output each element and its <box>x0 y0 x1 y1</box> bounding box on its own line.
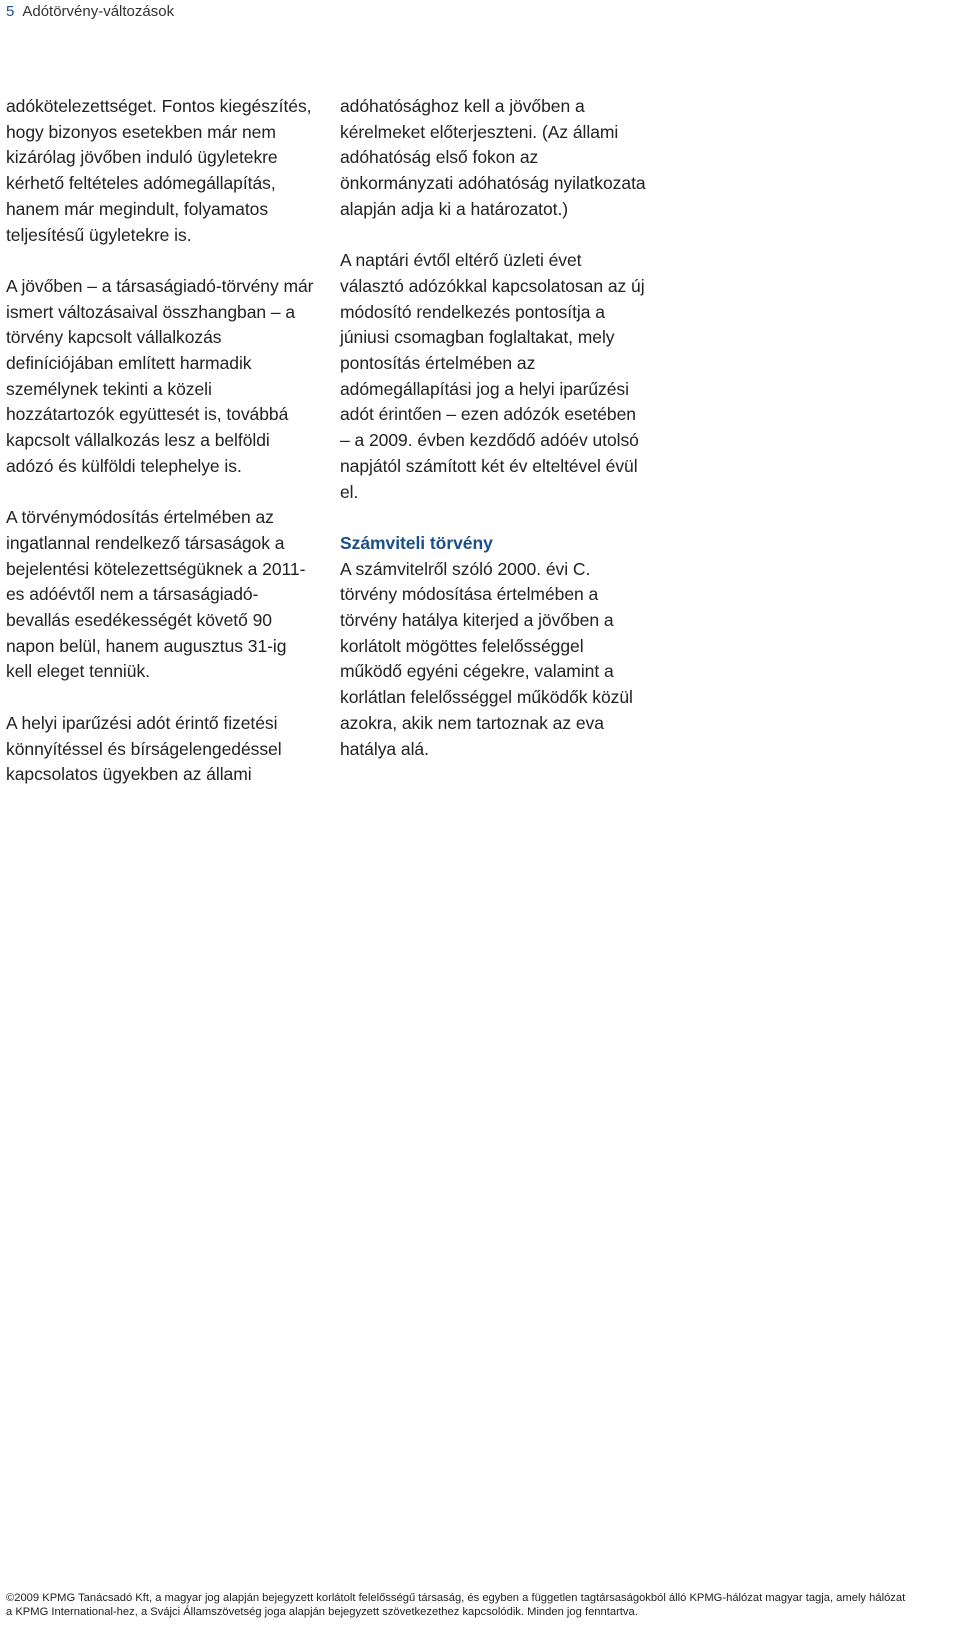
right-column <box>340 94 656 788</box>
left-column <box>6 94 322 814</box>
paragraph: A jövőben – a társaságiadó-törvény már ismert változásaival összhangban – a törvény kapcsolt vállalkozás definíciójában említett harmadik személynek tekinti a közeli hozzátartozók együttesét is, továbbá kapcsolt vállalkozás lesz a belföldi adózó és külföldi telephelye is. <box>6 275 314 476</box>
page-number: 5 <box>6 3 15 20</box>
section-heading: Számviteli törvény <box>340 532 493 553</box>
paragraph: A számvitelről szóló 2000. évi C. törvény módosítása értelmében a törvény hatálya kiterjed a jövőben a korlátolt mögöttes felelősséggel működő egyéni cégekre, valamint a korlátlan felelősséggel működők közül azokra, akik nem tartoznak az eva hatálya alá. <box>340 558 633 759</box>
paragraph: adókötelezettséget. Fontos kiegészítés, hogy bizonyos esetekben már nem kizárólag jövőben induló ügyletekre kérhető feltételes adómegállapítás, hanem már megindult, folyamatos teljesítésű ügyletekre is. <box>6 96 312 245</box>
paragraph: A helyi iparűzési adót érintő fizetési könnyítéssel és bírságelengedéssel kapcsolatos ügyekben az állami <box>6 712 282 785</box>
running-header <box>6 2 174 22</box>
paragraph: A törvénymódosítás értelmében az ingatlannal rendelkező társaságok a bejelentési kötelezettségüknek a 2011- es adóévtől nem a társaságiadó- bevallás esedékességét követő 90 napon belül, hanem augusztus 31-ig kell eleget tenniük. <box>6 507 306 682</box>
paragraph: A naptári évtől eltérő üzleti évet választó adózókkal kapcsolatosan az új módosító rendelkezés pontosítja a júniusi csomagban foglaltakat, mely pontosítás értelmében az adómegállapítási jog a helyi iparűzési adót érintően – ezen adózók esetében – a 2009. évben kezdődő adóév utolsó napjától számított két év elteltével évül el. <box>340 250 645 502</box>
footer-copyright: ©2009 KPMG Tanácsadó Kft, a magyar jog alapján bejegyzett korlátolt felelősségű társaság, és egyben a független tagtársaságokból álló KPMG-hálózat magyar tagja, amely hálózat a KPMG International-hez, a Svájci Államszövetség joga alapján bejegyzett szövetkezethez kapcsolódik. Minden jog fenntartva. <box>6 1592 906 1619</box>
paragraph: adóhatósághoz kell a jövőben a kérelmeket előterjeszteni. (Az állami adóhatóság első fokon az önkormányzati adóhatóság nyilatkozata alapján adja ki a határozatot.) <box>340 96 646 219</box>
section-title: Adótörvény-változások <box>22 3 175 20</box>
